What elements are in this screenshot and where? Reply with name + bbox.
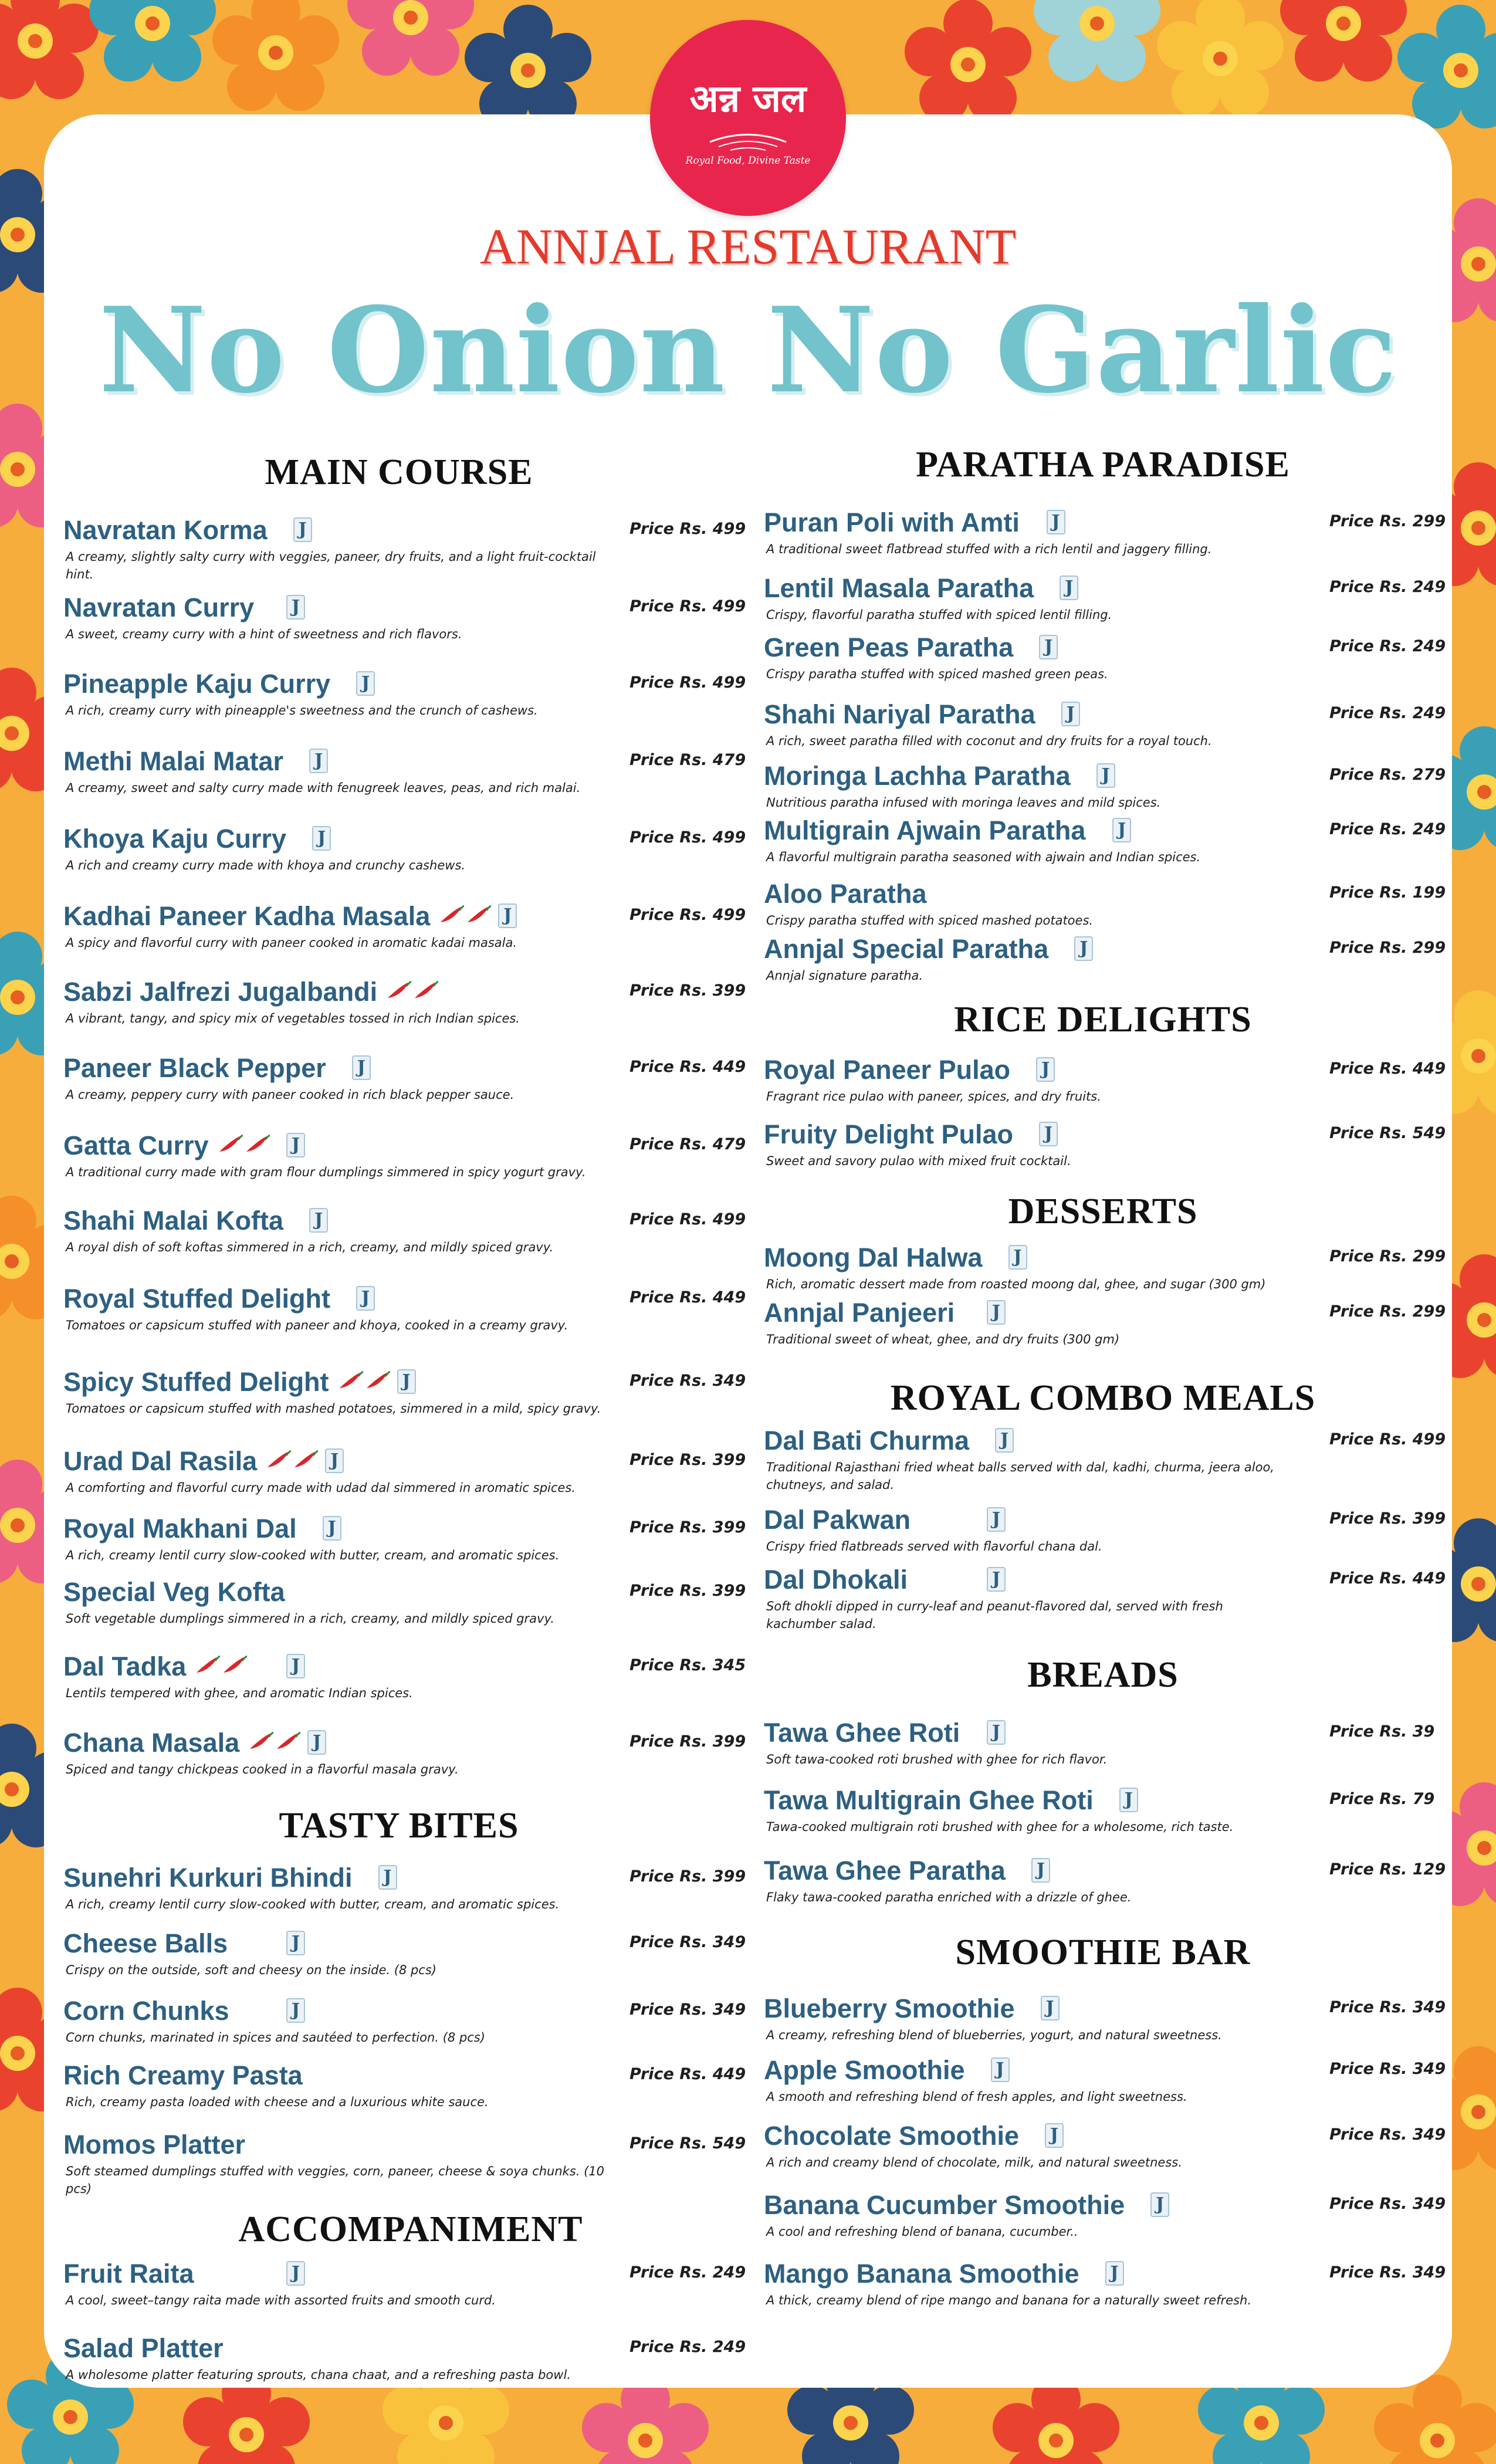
item-description: A creamy, slightly salty curry with veggies, paneer, dry fruits, and a light fruit-cocktail hint. bbox=[66, 550, 596, 581]
item-description: Traditional sweet of wheat, ghee, and dry fruits (300 gm) bbox=[766, 1332, 1120, 1346]
chili-pepper-icon bbox=[244, 1134, 270, 1154]
item-description: Soft dhokli dipped in curry-leaf and peanut-flavored dal, served with fresh kachumber salad. bbox=[766, 1599, 1223, 1631]
menu-item bbox=[63, 1446, 753, 1499]
item-price: Price Rs. 399 bbox=[629, 1451, 746, 1469]
item-price: Price Rs. 249 bbox=[629, 2338, 746, 2356]
section-title-desserts: DESSERTS bbox=[1008, 1192, 1198, 1231]
item-name: Lentil Masala Paratha bbox=[764, 573, 1034, 603]
jain-mark-icon: J bbox=[352, 1055, 371, 1080]
item-price: Price Rs. 249 bbox=[1329, 704, 1446, 722]
item-price: Price Rs. 349 bbox=[629, 1933, 746, 1951]
jain-mark-icon: J bbox=[286, 1133, 305, 1157]
item-price: Price Rs. 249 bbox=[629, 2263, 746, 2282]
item-name: Royal Paneer Pulao bbox=[764, 1055, 1011, 1085]
menu-item bbox=[63, 1206, 753, 1258]
item-description: Lentils tempered with ghee, and aromatic Indian spices. bbox=[66, 1686, 413, 1700]
menu-item bbox=[764, 573, 1453, 626]
jain-mark-icon: J bbox=[995, 1428, 1014, 1453]
menu-item bbox=[764, 815, 1453, 868]
jain-mark-icon: J bbox=[312, 826, 331, 851]
chili-pepper-icon bbox=[221, 1655, 247, 1675]
item-description: A creamy, refreshing blend of blueberries, yogurt, and natural sweetness. bbox=[766, 2028, 1222, 2042]
chili-pepper-icon bbox=[337, 1370, 363, 1390]
menu-item bbox=[63, 977, 753, 1030]
menu-item bbox=[764, 1426, 1453, 1492]
item-description: A rich, sweet paratha filled with coconut and dry fruits for a royal touch. bbox=[766, 734, 1212, 748]
item-name: Chocolate Smoothie bbox=[764, 2121, 1020, 2151]
restaurant-name: ANNJAL RESTAURANT bbox=[479, 218, 1017, 275]
item-price: Price Rs. 499 bbox=[629, 520, 746, 538]
item-name: Salad Platter bbox=[63, 2333, 224, 2363]
item-name: Kadhai Paneer Kadha Masala bbox=[63, 901, 431, 931]
jain-mark-icon: J bbox=[1045, 2123, 1064, 2148]
item-description: A cool, sweet–tangy raita made with assorted fruits and smooth curd. bbox=[66, 2293, 496, 2307]
menu-item bbox=[63, 2130, 753, 2196]
chili-pepper-icon bbox=[364, 1370, 390, 1390]
item-price: Price Rs. 549 bbox=[1329, 1124, 1446, 1142]
item-price: Price Rs. 499 bbox=[629, 1210, 746, 1228]
menu-item bbox=[764, 1785, 1453, 1838]
jain-mark-icon: J bbox=[987, 1720, 1006, 1745]
menu-item bbox=[764, 632, 1453, 685]
item-description: A smooth and refreshing blend of fresh apples, and light sweetness. bbox=[766, 2090, 1187, 2104]
item-description: A sweet, creamy curry with a hint of sweetness and rich flavors. bbox=[66, 627, 462, 641]
item-description: Rich, creamy pasta loaded with cheese and a luxurious white sauce. bbox=[66, 2095, 489, 2109]
chili-pepper-icon bbox=[265, 1450, 291, 1470]
item-name: Dal Pakwan bbox=[764, 1505, 911, 1535]
menu-item bbox=[63, 515, 753, 581]
item-description: Soft tawa-cooked roti brushed with ghee for rich flavor. bbox=[766, 1752, 1108, 1766]
item-description: A thick, creamy blend of ripe mango and banana for a naturally sweet refresh. bbox=[766, 2293, 1251, 2307]
chili-pepper-icon bbox=[217, 1134, 243, 1154]
section-title-breads: BREADS bbox=[1027, 1655, 1179, 1695]
menu-item bbox=[764, 1243, 1453, 1295]
item-name: Tawa Ghee Paratha bbox=[764, 1856, 1006, 1886]
item-description: Soft steamed dumplings stuffed with veggies, corn, paneer, cheese & soya chunks. (10 pcs) bbox=[66, 2164, 605, 2196]
item-name: Corn Chunks bbox=[63, 1996, 229, 2026]
menu-item bbox=[764, 2259, 1453, 2311]
section-title-main-course: MAIN COURSE bbox=[265, 452, 533, 492]
item-description: Crispy on the outside, soft and cheesy on the inside. (8 pcs) bbox=[66, 1963, 436, 1977]
restaurant-logo bbox=[650, 20, 846, 216]
section-title-accompaniment: ACCOMPANIMENT bbox=[238, 2209, 583, 2249]
item-description: Corn chunks, marinated in spices and sautéed to perfection. (8 pcs) bbox=[66, 2030, 485, 2045]
item-name: Aloo Paratha bbox=[764, 879, 927, 909]
item-price: Price Rs. 449 bbox=[1329, 1060, 1446, 1078]
item-description: Flaky tawa-cooked paratha enriched with a drizzle of ghee. bbox=[766, 1890, 1132, 1904]
item-description: Traditional Rajasthani fried wheat balls served with dal, kadhi, churma, jeera aloo, chutneys, and salad. bbox=[766, 1460, 1274, 1492]
menu-item bbox=[63, 1131, 753, 1183]
chili-pepper-icon bbox=[438, 905, 464, 925]
logo-tagline: Royal Food, Divine Taste bbox=[685, 155, 811, 167]
menu-item bbox=[63, 746, 753, 799]
jain-mark-icon: J bbox=[987, 1507, 1006, 1532]
jain-mark-icon: J bbox=[1008, 1245, 1027, 1270]
jain-mark-icon: J bbox=[356, 1286, 375, 1311]
item-description: Tomatoes or capsicum stuffed with paneer and khoya, cooked in a creamy gravy. bbox=[66, 1318, 568, 1332]
item-description: A royal dish of soft koftas simmered in a rich, creamy, and mildly spiced gravy. bbox=[66, 1240, 554, 1254]
item-description: A rich, creamy curry with pineapple's sweetness and the crunch of cashews. bbox=[66, 703, 538, 717]
item-name: Gatta Curry bbox=[63, 1131, 209, 1160]
jain-mark-icon: J bbox=[356, 671, 375, 696]
jain-mark-icon: J bbox=[323, 1516, 341, 1541]
item-description: Tomatoes or capsicum stuffed with mashed potatoes, simmered in a mild, spicy gravy. bbox=[66, 1402, 601, 1416]
item-price: Price Rs. 199 bbox=[1329, 884, 1446, 902]
menu-item bbox=[63, 1053, 753, 1106]
item-price: Price Rs. 345 bbox=[629, 1656, 746, 1674]
menu-item bbox=[764, 1505, 1453, 1558]
item-name: Shahi Malai Kofta bbox=[63, 1206, 284, 1236]
item-description: Crispy paratha stuffed with spiced mashed potatoes. bbox=[766, 913, 1094, 928]
menu-item bbox=[764, 1298, 1453, 1351]
item-description: A traditional curry made with gram flour dumplings simmered in spicy yogurt gravy. bbox=[66, 1165, 586, 1179]
item-price: Price Rs. 79 bbox=[1329, 1790, 1435, 1808]
item-name: Khoya Kaju Curry bbox=[63, 824, 287, 854]
item-price: Price Rs. 349 bbox=[1329, 2060, 1446, 2078]
item-price: Price Rs. 499 bbox=[1329, 1430, 1446, 1448]
menu-item bbox=[764, 2190, 1453, 2243]
item-price: Price Rs. 399 bbox=[1329, 1509, 1446, 1528]
menu-item bbox=[764, 2055, 1453, 2108]
item-name: Shahi Nariyal Paratha bbox=[764, 699, 1035, 729]
item-name: Multigrain Ajwain Paratha bbox=[764, 815, 1086, 845]
item-price: Price Rs. 449 bbox=[629, 1288, 746, 1307]
jain-mark-icon: J bbox=[286, 1998, 305, 2023]
item-price: Price Rs. 299 bbox=[1329, 1302, 1446, 1321]
item-name: Fruit Raita bbox=[63, 2259, 194, 2289]
menu-item bbox=[764, 1055, 1453, 1108]
item-description: Spiced and tangy chickpeas cooked in a flavorful masala gravy. bbox=[66, 1762, 459, 1776]
section-title-paratha-paradise: PARATHA PARADISE bbox=[916, 445, 1290, 485]
jain-mark-icon: J bbox=[1150, 2192, 1169, 2217]
section-title-tasty-bites: TASTY BITES bbox=[279, 1806, 519, 1846]
item-price: Price Rs. 399 bbox=[629, 1582, 746, 1600]
jain-mark-icon: J bbox=[1119, 1788, 1138, 1812]
menu-item bbox=[764, 1119, 1453, 1172]
item-price: Price Rs. 279 bbox=[1329, 766, 1446, 784]
chili-pepper-icon bbox=[412, 980, 438, 1000]
item-name: Sunehri Kurkuri Bhindi bbox=[63, 1863, 353, 1893]
jain-mark-icon: J bbox=[307, 1730, 326, 1755]
chili-pepper-icon bbox=[248, 1731, 273, 1751]
item-description: A creamy, peppery curry with paneer cooked in rich black pepper sauce. bbox=[66, 1088, 515, 1102]
menu-item bbox=[63, 1514, 753, 1566]
menu-item bbox=[764, 1993, 1453, 2046]
item-name: Paneer Black Pepper bbox=[63, 1053, 326, 1083]
menu-item bbox=[63, 2259, 753, 2311]
item-name: Cheese Balls bbox=[63, 1928, 228, 1958]
item-name: Moringa Lachha Paratha bbox=[764, 761, 1071, 791]
menu-item bbox=[764, 507, 1453, 560]
item-description: A rich, creamy lentil curry slow-cooked with butter, cream, and aromatic spices. bbox=[66, 1548, 560, 1562]
item-description: A creamy, sweet and salty curry made with fenugreek leaves, peas, and rich malai. bbox=[66, 781, 581, 795]
item-description: Sweet and savory pulao with mixed fruit cocktail. bbox=[766, 1154, 1071, 1168]
chili-pepper-icon bbox=[194, 1655, 220, 1675]
jain-mark-icon: J bbox=[397, 1369, 416, 1394]
item-price: Price Rs. 349 bbox=[1329, 2125, 1446, 2144]
jain-mark-icon: J bbox=[286, 595, 305, 620]
jain-mark-icon: J bbox=[378, 1865, 397, 1890]
chili-pepper-icon bbox=[465, 905, 491, 925]
chili-pepper-icon bbox=[275, 1731, 300, 1751]
jain-mark-icon: J bbox=[1036, 1057, 1055, 1082]
item-name: Banana Cucumber Smoothie bbox=[764, 2190, 1125, 2220]
jain-mark-icon: J bbox=[498, 903, 517, 928]
item-price: Price Rs. 299 bbox=[1329, 939, 1446, 957]
item-description: A vibrant, tangy, and spicy mix of vegetables tossed in rich Indian spices. bbox=[66, 1011, 520, 1025]
item-name: Pineapple Kaju Curry bbox=[63, 669, 331, 699]
item-price: Price Rs. 479 bbox=[629, 1135, 746, 1153]
item-name: Moong Dal Halwa bbox=[764, 1243, 983, 1272]
jain-mark-icon: J bbox=[1105, 2261, 1124, 2286]
item-name: Urad Dal Rasila bbox=[63, 1446, 258, 1476]
menu-item bbox=[63, 2060, 753, 2113]
item-name: Navratan Curry bbox=[63, 593, 255, 622]
section-title-royal-combo-meals: ROYAL COMBO MEALS bbox=[890, 1378, 1316, 1418]
jain-mark-icon: J bbox=[1039, 1122, 1058, 1146]
item-price: Price Rs. 399 bbox=[629, 1732, 746, 1751]
item-price: Price Rs. 249 bbox=[1329, 578, 1446, 596]
item-price: Price Rs. 249 bbox=[1329, 820, 1446, 838]
item-description: Soft vegetable dumplings simmered in a rich, creamy, and mildly spiced gravy. bbox=[66, 1612, 554, 1626]
item-price: Price Rs. 349 bbox=[1329, 1998, 1446, 2016]
item-name: Navratan Korma bbox=[63, 515, 268, 545]
jain-mark-icon: J bbox=[309, 749, 328, 773]
item-price: Price Rs. 349 bbox=[629, 1372, 746, 1390]
item-name: Special Veg Kofta bbox=[63, 1577, 285, 1607]
item-price: Price Rs. 39 bbox=[1329, 1722, 1435, 1741]
item-description: Annjal signature paratha. bbox=[766, 969, 923, 983]
menu-item bbox=[63, 901, 753, 954]
item-description: Nutritious paratha infused with moringa leaves and mild spices. bbox=[766, 796, 1161, 810]
menu-item bbox=[63, 669, 753, 722]
item-price: Price Rs. 499 bbox=[629, 673, 746, 692]
chili-pepper-icon bbox=[292, 1450, 318, 1470]
jain-mark-icon: J bbox=[987, 1567, 1006, 1592]
item-name: Sabzi Jalfrezi Jugalbandi bbox=[63, 977, 378, 1007]
item-name: Dal Tadka bbox=[63, 1651, 187, 1681]
jain-mark-icon: J bbox=[1061, 702, 1080, 726]
item-price: Price Rs. 349 bbox=[1329, 2263, 1446, 2282]
jain-mark-icon: J bbox=[286, 1654, 305, 1678]
jain-mark-icon: J bbox=[286, 1931, 305, 1955]
item-description: A rich, creamy lentil curry slow-cooked with butter, cream, and aromatic spices. bbox=[66, 1897, 560, 1911]
menu-item bbox=[63, 1728, 753, 1781]
item-name: Annjal Special Paratha bbox=[764, 934, 1049, 964]
wheat-icon bbox=[707, 124, 789, 154]
item-name: Fruity Delight Pulao bbox=[764, 1119, 1014, 1149]
item-description: A cool and refreshing blend of banana, cucumber.. bbox=[766, 2225, 1078, 2239]
item-description: A wholesome platter featuring sprouts, chana chaat, and a refreshing pasta bowl. bbox=[66, 2368, 571, 2382]
item-name: Dal Bati Churma bbox=[764, 1426, 970, 1456]
item-price: Price Rs. 299 bbox=[1329, 512, 1446, 530]
item-description: A rich and creamy blend of chocolate, milk, and natural sweetness. bbox=[766, 2155, 1182, 2169]
item-price: Price Rs. 399 bbox=[629, 981, 746, 1000]
jain-mark-icon: J bbox=[1039, 635, 1058, 659]
menu-item bbox=[764, 879, 1453, 932]
menu-item bbox=[63, 1863, 753, 1915]
item-description: Crispy fried flatbreads served with flavorful chana dal. bbox=[766, 1539, 1102, 1553]
item-name: Royal Makhani Dal bbox=[63, 1514, 297, 1544]
item-name: Spicy Stuffed Delight bbox=[63, 1367, 329, 1397]
item-name: Dal Dhokali bbox=[764, 1565, 908, 1595]
item-price: Price Rs. 549 bbox=[629, 2134, 746, 2152]
jain-mark-icon: J bbox=[1096, 763, 1115, 788]
jain-mark-icon: J bbox=[1031, 1858, 1050, 1883]
menu-item bbox=[63, 1928, 753, 1981]
item-name: Momos Platter bbox=[63, 2130, 246, 2160]
item-name: Royal Stuffed Delight bbox=[63, 1284, 331, 1314]
chili-pepper-icon bbox=[385, 980, 411, 1000]
jain-mark-icon: J bbox=[1112, 818, 1131, 842]
menu-item bbox=[764, 2121, 1453, 2174]
menu-item bbox=[764, 934, 1453, 987]
item-price: Price Rs. 499 bbox=[629, 828, 746, 847]
item-name: Mango Banana Smoothie bbox=[764, 2259, 1079, 2289]
item-price: Price Rs. 449 bbox=[629, 2065, 746, 2083]
menu-item bbox=[764, 1718, 1453, 1771]
menu-item bbox=[63, 1577, 753, 1630]
item-price: Price Rs. 449 bbox=[1329, 1569, 1446, 1588]
menu-item bbox=[63, 593, 753, 645]
item-price: Price Rs. 499 bbox=[629, 597, 746, 615]
jain-mark-icon: J bbox=[1041, 1996, 1060, 2020]
menu-item bbox=[764, 761, 1453, 814]
jain-mark-icon: J bbox=[991, 2057, 1010, 2082]
item-description: A rich and creamy curry made with khoya and crunchy cashews. bbox=[66, 858, 466, 872]
menu-item bbox=[63, 1367, 753, 1420]
menu-headline: No Onion No Garlic bbox=[99, 282, 1397, 419]
item-price: Price Rs. 399 bbox=[629, 1867, 746, 1886]
item-price: Price Rs. 499 bbox=[629, 906, 746, 924]
item-description: A flavorful multigrain paratha seasoned with ajwain and Indian spices. bbox=[766, 850, 1201, 864]
jain-mark-icon: J bbox=[1060, 576, 1078, 600]
item-name: Blueberry Smoothie bbox=[764, 1993, 1015, 2023]
item-description: Crispy, flavorful paratha stuffed with spiced lentil filling. bbox=[766, 608, 1112, 622]
item-price: Price Rs. 349 bbox=[1329, 2195, 1446, 2213]
item-name: Tawa Multigrain Ghee Roti bbox=[764, 1785, 1094, 1815]
item-description: Fragrant rice pulao with paneer, spices, and dry fruits. bbox=[766, 1089, 1101, 1104]
item-description: A spicy and flavorful curry with paneer cooked in aromatic kadai masala. bbox=[66, 936, 517, 950]
menu-item bbox=[63, 1996, 753, 2049]
jain-mark-icon: J bbox=[987, 1300, 1006, 1325]
item-description: Rich, aromatic dessert made from roasted moong dal, ghee, and sugar (300 gm) bbox=[766, 1277, 1266, 1291]
item-name: Methi Malai Matar bbox=[63, 746, 284, 776]
menu-item bbox=[764, 699, 1453, 752]
menu-item bbox=[63, 1651, 753, 1704]
item-price: Price Rs. 479 bbox=[629, 751, 746, 769]
item-price: Price Rs. 249 bbox=[1329, 637, 1446, 655]
jain-mark-icon: J bbox=[286, 2261, 305, 2286]
item-price: Price Rs. 449 bbox=[629, 1058, 746, 1076]
item-name: Chana Masala bbox=[63, 1728, 240, 1758]
menu-item bbox=[63, 2333, 753, 2386]
section-title-smoothie-bar: SMOOTHIE BAR bbox=[955, 1932, 1251, 1972]
item-description: A comforting and flavorful curry made with udad dal simmered in aromatic spices. bbox=[66, 1481, 576, 1495]
menu-item bbox=[764, 1565, 1453, 1631]
item-name: Annjal Panjeeri bbox=[764, 1298, 955, 1328]
item-price: Price Rs. 399 bbox=[629, 1518, 746, 1536]
menu-item bbox=[764, 1856, 1453, 1908]
jain-mark-icon: J bbox=[309, 1208, 328, 1233]
logo-wordmark: अन्न जल bbox=[689, 77, 807, 121]
item-name: Green Peas Paratha bbox=[764, 632, 1014, 662]
item-description: Crispy paratha stuffed with spiced mashed green peas. bbox=[766, 667, 1108, 681]
item-description: A traditional sweet flatbread stuffed with a rich lentil and jaggery filling. bbox=[766, 542, 1212, 556]
section-title-rice-delights: RICE DELIGHTS bbox=[954, 1000, 1252, 1040]
menu-item bbox=[63, 824, 753, 876]
item-price: Price Rs. 129 bbox=[1329, 1860, 1446, 1879]
jain-mark-icon: J bbox=[325, 1448, 344, 1473]
item-name: Rich Creamy Pasta bbox=[63, 2060, 303, 2090]
item-name: Apple Smoothie bbox=[764, 2055, 965, 2085]
jain-mark-icon: J bbox=[1074, 936, 1093, 961]
jain-mark-icon: J bbox=[1047, 510, 1065, 534]
item-name: Puran Poli with Amti bbox=[764, 507, 1020, 537]
jain-mark-icon: J bbox=[293, 517, 312, 542]
item-description: Tawa-cooked multigrain roti brushed with ghee for a wholesome, rich taste. bbox=[766, 1820, 1234, 1834]
item-price: Price Rs. 299 bbox=[1329, 1247, 1446, 1265]
item-price: Price Rs. 349 bbox=[629, 2001, 746, 2019]
item-name: Tawa Ghee Roti bbox=[764, 1718, 960, 1748]
menu-item bbox=[63, 1284, 753, 1336]
